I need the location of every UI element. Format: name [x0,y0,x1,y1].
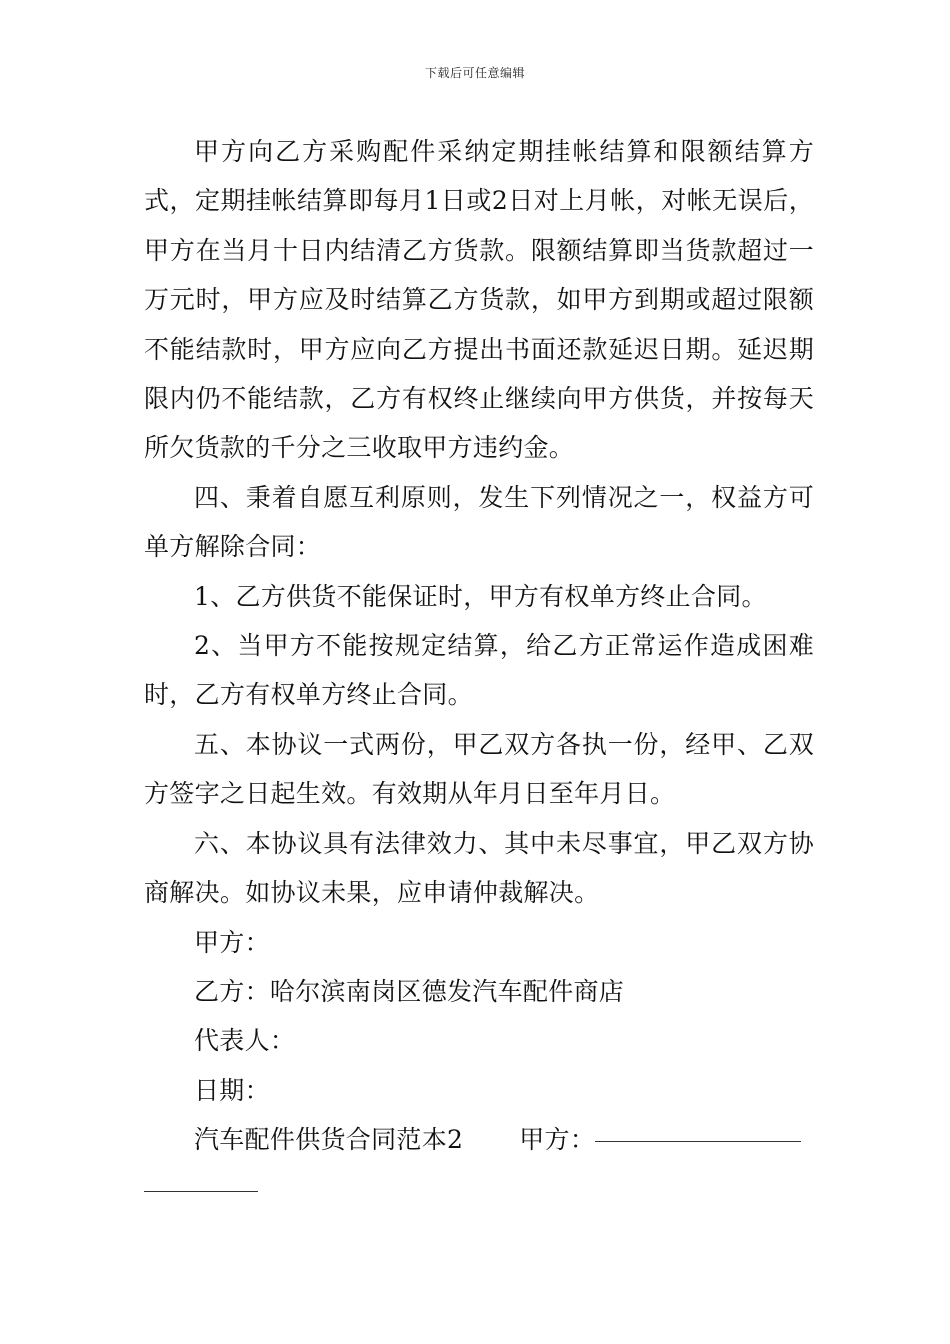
clause-four-item-1: 1、乙方供货不能保证时，甲方有权单方终止合同。 [194,581,767,611]
next-contract-party-a-label: 甲方： [519,1125,596,1155]
blank-continuation-line [144,1165,814,1214]
document-body [144,127,814,1214]
party-b-signature: 乙方：哈尔滨南岗区德发汽车配件商店 [194,976,625,1006]
representative-signature: 代表人： [194,1026,296,1056]
party-a-blank-line [595,1117,801,1142]
clause-four: 四、秉着自愿互利原则，发生下列情况之一，权益方可单方解除合同： [144,482,814,562]
clause-six: 六、本协议具有法律效力、其中未尽事宜，甲乙双方协商解决。如协议未果，应申请仲裁解决。 [144,828,814,908]
next-contract-title: 汽车配件供货合同范本2 [194,1125,464,1155]
payment-terms-paragraph: 甲方向乙方采购配件采纳定期挂帐结算和限额结算方式，定期挂帐结算即每月1日或2日对上月帐，对帐无误后，甲方在当月十日内结清乙方货款。限额结算即当货款超过一万元时，甲方应及时结算乙方货款，如甲方到期或超过限额不能结款时，甲方应向乙方提出书面还款延迟日期。延迟期限内仍不能结款，乙方有权终止继续向甲方供货，并按每天所欠货款的千分之三收取甲方违约金。 [144,137,814,463]
date-signature: 日期： [194,1075,270,1105]
clause-four-item-2: 2、当甲方不能按规定结算，给乙方正常运作造成困难时，乙方有权单方终止合同。 [144,631,814,710]
clause-five: 五、本协议一式两份，甲乙双方各执一份，经甲、乙双方签字之日起生效。有效期从年月日至年月日。 [144,729,814,809]
party-a-signature: 甲方： [194,927,270,957]
party-a-blank-line-continued [144,1191,258,1192]
page-header-note: 下载后可任意编辑 [424,66,525,80]
next-contract-heading-line [144,1115,814,1164]
